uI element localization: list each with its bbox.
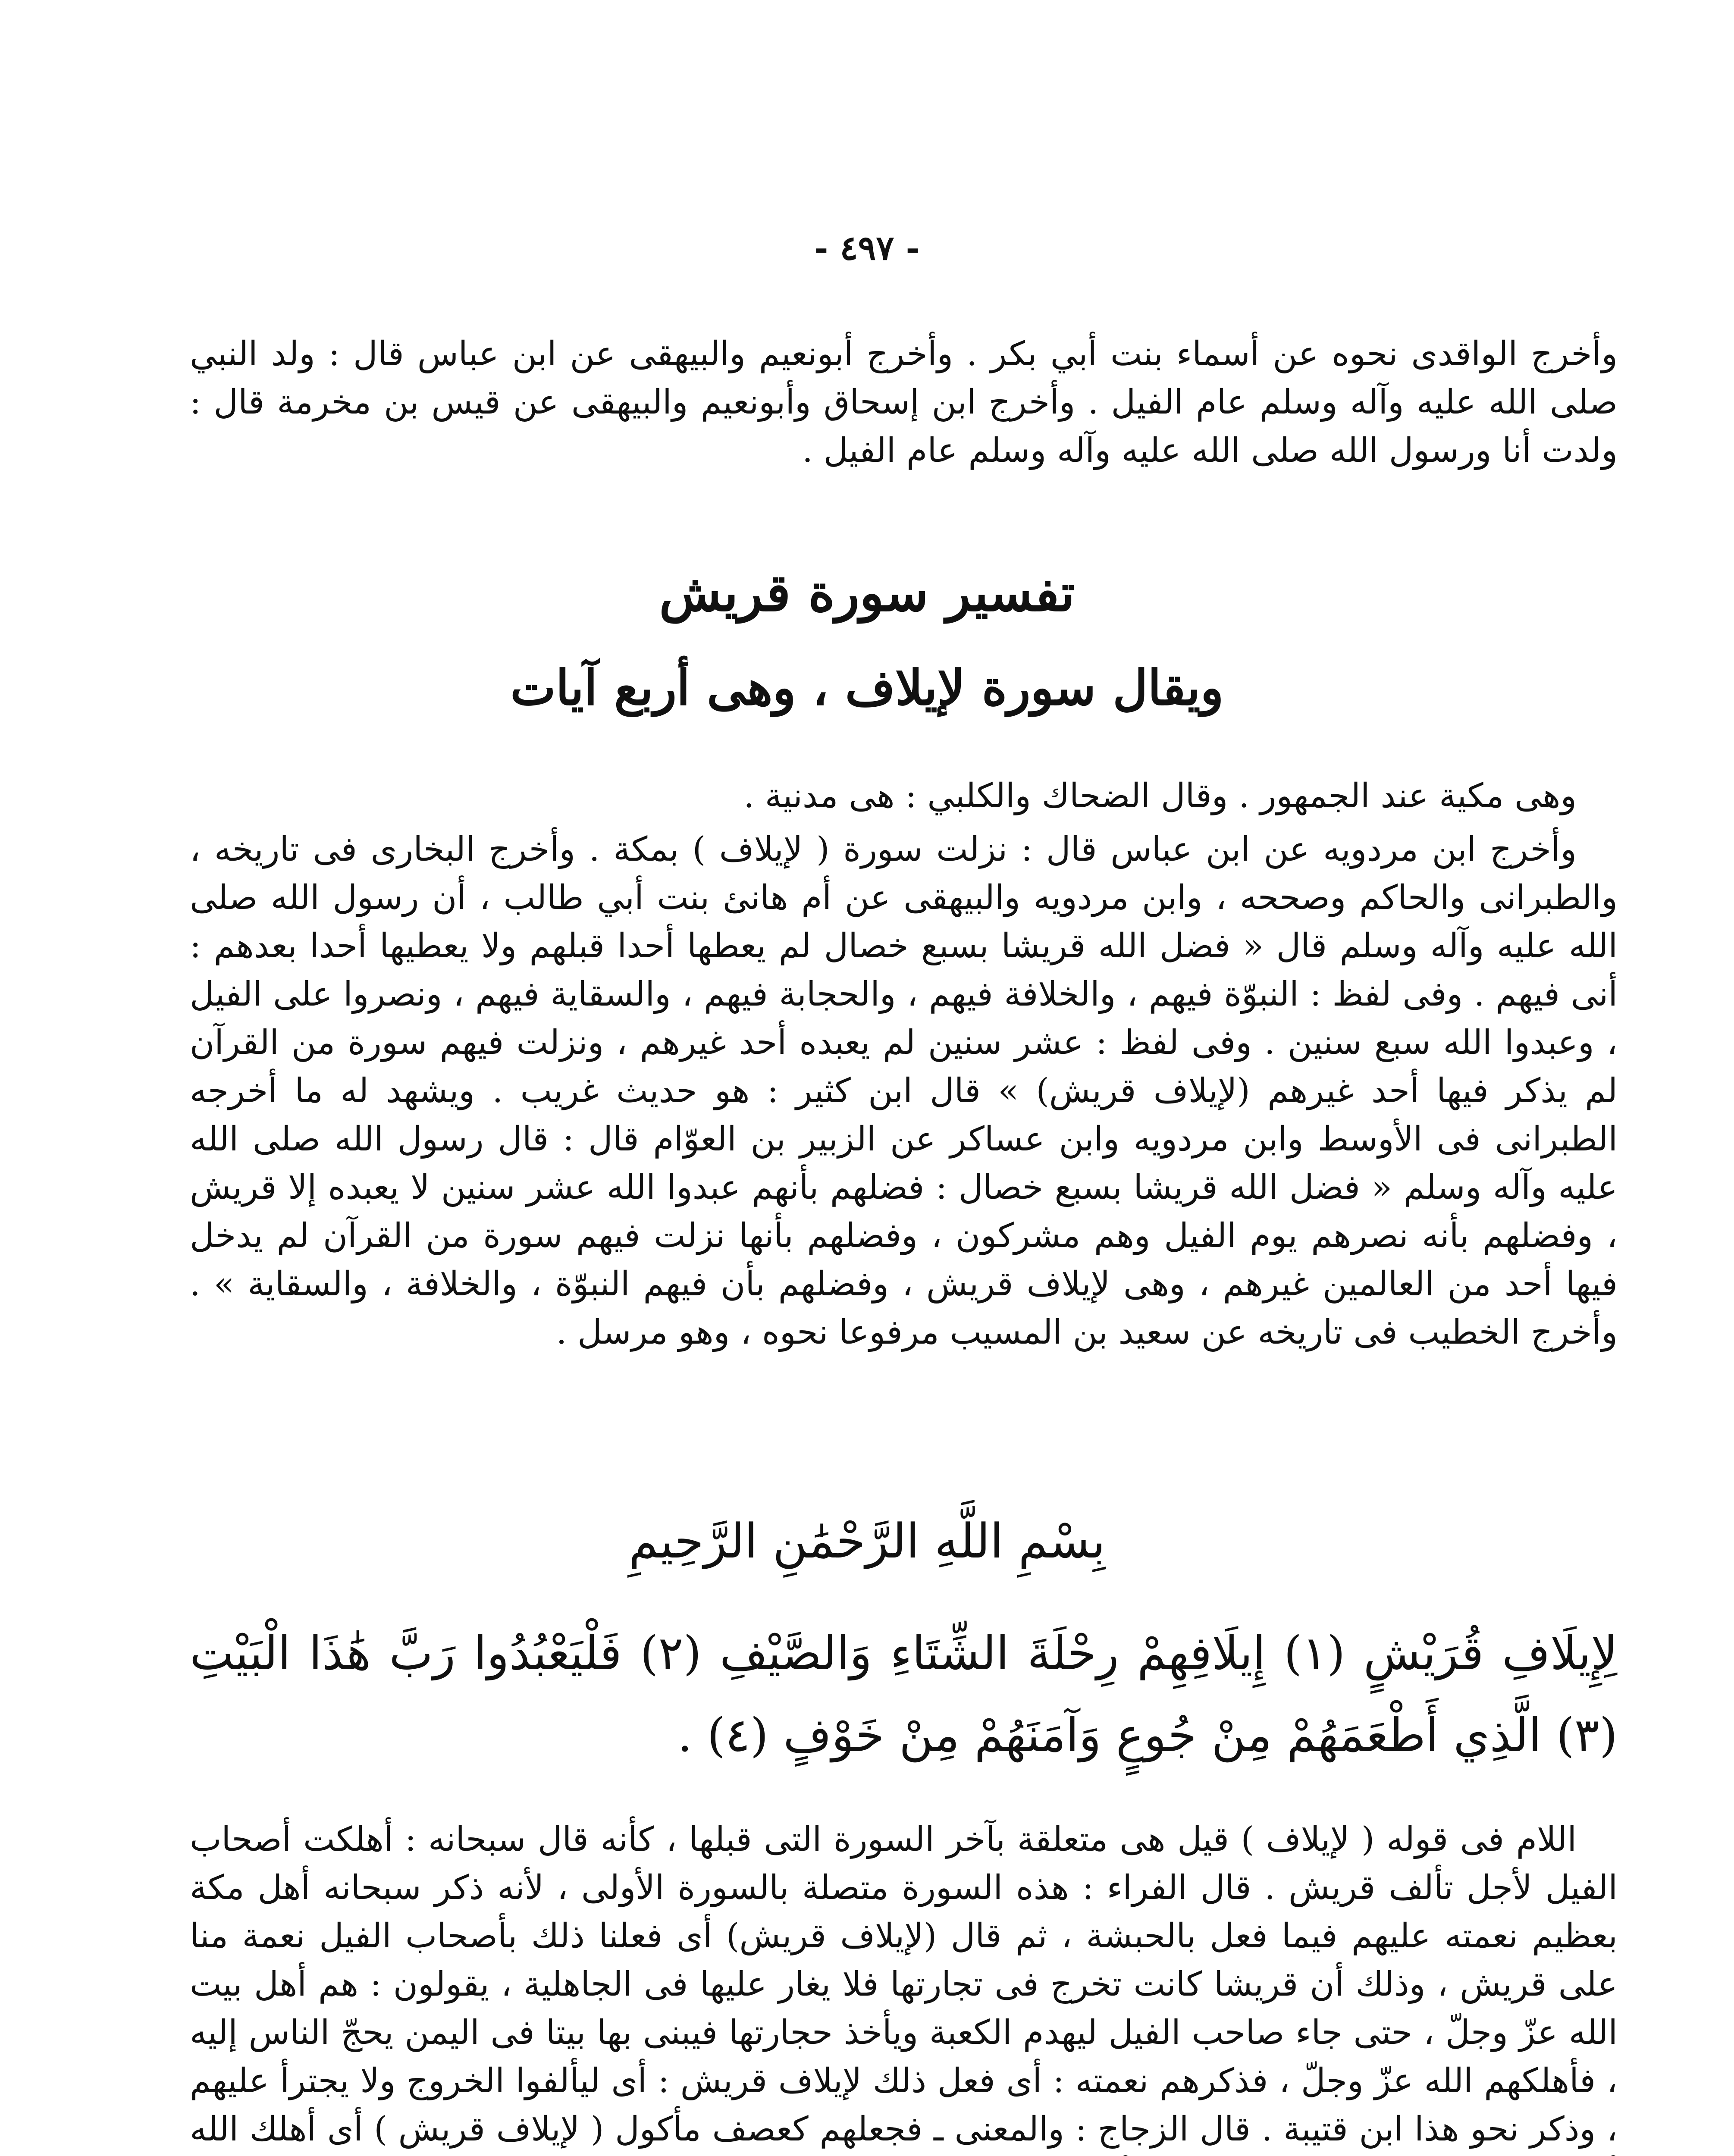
intro-paragraph bbox=[190, 330, 1618, 475]
page-number: - ٤٩٧ - bbox=[814, 229, 920, 268]
basmala: بِسْمِ اللَّهِ الرَّحْمَٰنِ الرَّحِيمِ bbox=[628, 1514, 1106, 1569]
intro-text: وأخرج الواقدى نحوه عن أسماء بنت أبي بكر . وأخرج أبونعيم والبيهقى عن ابن عباس قال : ولد النبي صلى الله عليه وآله وسلم عام الفيل . وأخرج ابن إسحاق وأبونعيم والبيهقى عن قيس بن مخرمة قال : ولدت أنا ورسول الله صلى الله عليه وآله وسلم عام الفيل . bbox=[190, 335, 1618, 470]
surah-subtitle: ويقال سورة لإيلاف ، وهى أربع آيات bbox=[510, 660, 1224, 716]
paragraph-hadith: وأخرج ابن مردويه عن ابن عباس قال : نزلت سورة ( لإيلاف ) بمكة . وأخرج البخارى فى تاريخه ، والطبرانى والحاكم وصححه ، وابن مردويه والبيهقى عن أم هانئ بنت أبي طالب ، أن رسول الله صلى الله عليه وآله وسلم قال « فضل الله قريشا بسبع خصال لم يعطها أحدا قبلهم ولا يعطيها أحدا بعدهم : أنى فيهم . وفى لفظ : النبوّة فيهم ، والخلافة فيهم ، والحجابة فيهم ، والسقاية فيهم ، ونصروا على الفيل ، وعبدوا الله سبع سنين . وفى لفظ : عشر سنين لم يعبده أحد غيرهم ، ونزلت فيهم سورة من القرآن لم يذكر فيها أحد غيرهم (لإيلاف قريش) » قال ابن كثير : هو حديث غريب . ويشهد له ما أخرجه الطبرانى فى الأوسط وابن مردويه وابن عساكر عن الزبير بن العوّام قال : قال رسول الله صلى الله عليه وآله وسلم « فضل الله قريشا بسبع خصال : فضلهم بأنهم عبدوا الله عشر سنين لا يعبده إلا قريش ، وفضلهم بأنه نصرهم يوم الفيل وهم مشركون ، وفضلهم بأنها نزلت فيهم سورة من القرآن لم يدخل فيها أحد من العالمين غيرهم ، وهى لإيلاف قريش ، وفضلهم بأن فيهم النبوّة ، والخلافة ، والسقاية » . وأخرج الخطيب فى تاريخه عن سعيد بن المسيب مرفوعا نحوه ، وهو مرسل . bbox=[190, 830, 1618, 1352]
quran-verses: لِإِيلَافِ قُرَيْشٍ (١) إِيلَافِهِمْ رِحْلَةَ الشِّتَاءِ وَالصَّيْفِ (٢) فَلْيَعْبُدُوا رَبَّ هَٰذَا الْبَيْتِ (٣) الَّذِي أَطْعَمَهُمْ مِنْ جُوعٍ وَآمَنَهُمْ مِنْ خَوْفٍ (٤) . bbox=[190, 1626, 1618, 1762]
paragraph-makkiyya: وهى مكية عند الجمهور . وقال الضحاك والكلبي : هى مدنية . bbox=[743, 777, 1577, 815]
surah-title: تفسير سورة قريش bbox=[659, 563, 1075, 623]
paragraph-tafsir: اللام فى قوله ( لإيلاف ) قيل هى متعلقة بآخر السورة التى قبلها ، كأنه قال سبحانه : أهلكت أصحاب الفيل لأجل تألف قريش . قال الفراء : هذه السورة متصلة بالسورة الأولى ، لأنه ذكر سبحانه أهل مكة بعظيم نعمته عليهم فيما فعل بالحبشة ، ثم قال (لإيلاف قريش) أى فعلنا ذلك بأصحاب الفيل نعمة منا على قريش ، وذلك أن قريشا كانت تخرج فى تجارتها فلا يغار عليها فى الجاهلية ، يقولون : هم أهل بيت الله عزّ وجلّ ، حتى جاء صاحب الفيل ليهدم الكعبة ويأخذ حجارتها فيبنى بها بيتا فى اليمن يحجّ الناس إليه ، فأهلكهم الله عزّ وجلّ ، فذكرهم نعمته : أى فعل ذلك لإيلاف قريش : أى ليألفوا الخروج ولا يجترأ عليهم ، وذكر نحو هذا ابن قتيبة . قال الزجاج : والمعنى ـ فجعلهم كعصف مأكول ( لإيلاف قريش ) أى أهلك الله bbox=[190, 1820, 1618, 2149]
commentary-section-1 bbox=[190, 772, 1618, 1357]
commentary-section-2 bbox=[190, 1815, 1618, 2156]
